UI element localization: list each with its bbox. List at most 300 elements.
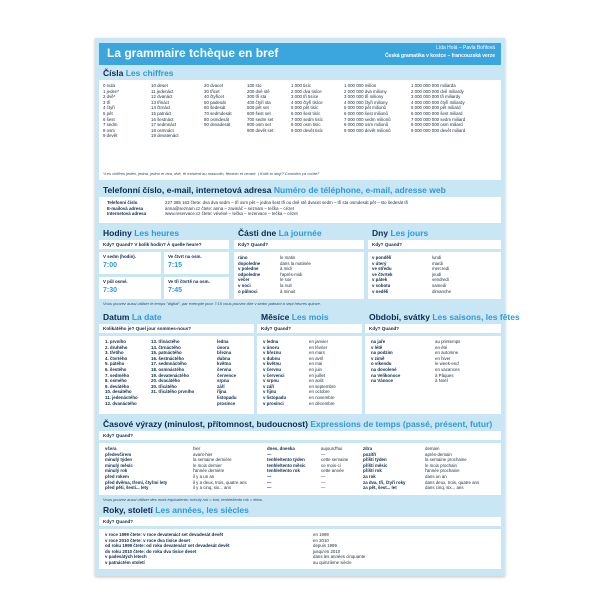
list-item: června (217, 366, 232, 372)
list-item: září (217, 383, 225, 389)
numbers-col-1 (103, 83, 119, 139)
list-item: — (321, 473, 326, 479)
list-item: l'année prochaine (425, 468, 460, 474)
list-item: v březnu (263, 350, 282, 356)
list-item: 300 tři sta (247, 94, 267, 100)
list-item: 18 osmnáct (151, 127, 174, 133)
date-question: Kolikátého je? Quel jour sommes-nous? (103, 326, 192, 331)
list-item: 70 sedmdesát (204, 110, 232, 116)
list-item: 8 000 000 000 osm miliard (411, 122, 463, 128)
list-item: 4. čtvrtého (105, 355, 128, 361)
list-item: 2 dvě* (103, 94, 116, 100)
list-item: jeudi (432, 271, 442, 277)
list-item: mercredi (432, 266, 450, 272)
list-item: en décembre (309, 400, 335, 406)
list-item: 700 sedm set (247, 116, 274, 122)
list-item: 80 osmdesát (204, 116, 230, 122)
list-item: v patnáctém století (105, 559, 145, 565)
list-item: tenhle/tento týden (267, 457, 305, 463)
list-item: 3 000 tři tisíce (291, 94, 319, 100)
list-item: srpna (217, 378, 229, 384)
list-item: à Noël (435, 378, 448, 384)
list-item: mardi (432, 260, 443, 266)
time-cell-3 (99, 277, 161, 299)
future-fr (425, 446, 479, 491)
time-value: 7:15 (168, 262, 183, 269)
list-item: 16 šestnáct (151, 116, 174, 122)
list-item: 30 třicet (204, 88, 220, 94)
seasons-box (365, 336, 501, 414)
dayparts-box (234, 252, 364, 299)
numbers-col-2 (151, 83, 179, 139)
section-title: Měsíce Les mois (261, 312, 329, 322)
time-expr-question-box (99, 431, 501, 440)
list-item: 8 000 000 osm milionů (344, 122, 389, 128)
list-item: en hiver (435, 355, 451, 361)
list-item: 10 deset (151, 83, 168, 88)
list-item: ve středu (372, 266, 392, 272)
future-cz (363, 446, 405, 491)
months-question-box (257, 324, 362, 333)
time-expr-question: Kdy? Quand? (103, 433, 134, 438)
list-item: 600 šest set (247, 110, 271, 116)
list-item: 4 000 000 čtyři miliony (344, 99, 388, 105)
list-item: 30. třicátého (151, 383, 177, 389)
list-item: na jaře (371, 339, 386, 344)
list-item: 200 dvě stě (247, 88, 270, 94)
list-item: v poledne (238, 266, 259, 272)
list-item: à minuit (280, 288, 296, 294)
section-casti-dne (238, 228, 322, 238)
days-question-box (368, 240, 501, 249)
list-item: l'année dernière (193, 468, 225, 474)
list-item: — (321, 479, 326, 485)
list-item: 9. devátého (105, 383, 130, 389)
list-item: la semaine prochaine (425, 457, 467, 463)
numbers-col-4 (247, 83, 273, 133)
list-item: v pondělí (372, 255, 392, 260)
list-item: tenhle/tento rok (267, 468, 300, 474)
list-item: en août (309, 378, 324, 384)
years-question-box (99, 517, 501, 526)
list-item: — (267, 451, 272, 457)
list-item: večer (238, 277, 250, 283)
list-item: 800 osm set (247, 122, 271, 128)
list-item: le mois dernier (193, 462, 222, 468)
numbers-col-3 (204, 83, 232, 128)
list-item: 2. druhého (105, 344, 128, 350)
list-item: 12 dvanáct (151, 94, 173, 100)
list-item: předevčírem (105, 451, 132, 457)
list-item: března (217, 350, 232, 356)
list-item: 13 třináct (151, 99, 170, 105)
days-box (368, 252, 501, 299)
list-item: 5 000 000 pět milionů (344, 105, 386, 111)
list-item: 7 000 sedm tisíc (291, 116, 323, 122)
months-fr (309, 339, 336, 406)
section-roky (103, 505, 249, 515)
list-item: příští měsíc (363, 462, 388, 468)
list-item: en février (309, 344, 328, 350)
list-item: v úterý (372, 260, 387, 266)
time-cell-2 (164, 252, 229, 274)
list-item: v létě (371, 344, 383, 350)
list-item: anna@seznam.cz čtete: anna – zavináč – seznam – tečka – cézet (165, 205, 294, 211)
list-item: 227 385 163 čtete: dva dva sedm – tři osm pět – jedna šest tři ou dvě stě dvacet sedm – tři sta osmdesát pět – sto šedesát tři (165, 200, 409, 205)
list-item: la nuit (280, 282, 292, 288)
book-title: Česká gramatika v kostce – francouzská verze (384, 53, 495, 59)
list-item: dopoledne (238, 260, 261, 266)
list-item: v dubnu (263, 355, 281, 361)
list-item: do roku 2010 čtete: do roku dva tisíce deset (105, 548, 197, 554)
list-item: 60 šedesát (204, 105, 226, 111)
list-item: 17. sedmnáctého (151, 361, 187, 367)
dayparts-question-box (234, 240, 364, 249)
list-item: — (321, 485, 326, 491)
list-item: 6 000 šest tisíc (291, 110, 321, 116)
list-item: 40 čtyřicet (204, 94, 225, 100)
list-item: v zimě (371, 355, 385, 361)
list-item: demain (425, 446, 440, 451)
list-item: E-mailová adresa (107, 205, 144, 211)
list-item: v padesátých letech (105, 554, 147, 560)
list-item: 1 000 000 000 miliarda (411, 83, 456, 88)
list-item: 9 devět (103, 133, 118, 139)
list-item: en 1999 (313, 532, 329, 537)
list-item: depuis 1999 (313, 543, 337, 549)
list-item: dnes, dneska (267, 446, 295, 451)
list-item: la semaine dernière (193, 457, 232, 463)
list-item: 6. šestého (105, 366, 127, 372)
list-item: 7 000 000 000 sedm miliard (411, 116, 466, 122)
list-item: 5 pět (103, 110, 113, 116)
list-item: října (217, 389, 227, 395)
list-item: 15 patnáct (151, 110, 172, 116)
section-title: Dny Les jours (372, 228, 429, 238)
list-item: ledna (217, 339, 229, 344)
list-item: 15. patnáctého (151, 350, 182, 356)
list-item: v lednu (263, 339, 279, 344)
list-item: — (267, 485, 272, 491)
list-item: 9 000 000 000 devět miliard (411, 127, 466, 133)
list-item: za pět, šest... let (363, 485, 397, 491)
list-item: před pěti, šesti... lety (105, 485, 149, 491)
seasons-question: Kdy? Quand? (369, 326, 400, 331)
time-label: V sedm (hodin). (103, 254, 136, 259)
time-cell-1 (99, 252, 161, 274)
list-item: en novembre (309, 394, 335, 400)
time-value: 7:00 (103, 262, 118, 269)
list-item: ce mois-ci (321, 462, 341, 468)
list-item: en avril (309, 355, 324, 361)
years-cz (105, 532, 229, 566)
list-item: prosince (217, 400, 236, 406)
section-title: Roky, století Les années, les siècles (103, 505, 249, 515)
list-item: en juillet (309, 372, 326, 378)
list-item: samedi (432, 282, 447, 288)
list-item: v květnu (263, 361, 281, 367)
list-item: minulý týden (105, 457, 133, 463)
list-item: dans la matinée (280, 260, 311, 266)
list-item: 5 000 000 000 pět miliard (411, 105, 461, 111)
list-item: 20. dvacátého (151, 378, 181, 384)
present-cz (267, 446, 306, 491)
list-item: 1 000 000 milion (344, 83, 377, 88)
list-item: 3 000 000 000 tři miliardy (411, 94, 461, 100)
list-item: 3 000 000 tři miliony (344, 94, 384, 100)
list-item: vendredi (432, 277, 449, 283)
list-item: en janvier (309, 339, 329, 344)
list-item: v červenci (263, 372, 285, 378)
list-item: cette année (321, 468, 344, 474)
list-item: na Velikonoce (371, 372, 401, 378)
years-box (99, 529, 501, 569)
list-item: en automne (435, 350, 459, 356)
list-item: před dvěma, třemi, čtyřmi lety (105, 479, 168, 485)
hours-note: Vous pouvez aussi utiliser le temps "digital", par exemple pour 7:15 vous pouvez dire v sedm patnáct à sept heures quinze. (103, 301, 321, 306)
list-item: 50 padesát (204, 99, 226, 105)
sheet-title: La grammaire tchèque en bref (107, 46, 279, 60)
list-item: 5 000 pět tisíc (291, 105, 319, 111)
list-item: au printemps (435, 339, 461, 344)
list-item: na Vánoce (371, 378, 393, 384)
list-item: v pátek (372, 277, 388, 283)
list-item: www.reservace.cz čtete: vévévé – tečka – rezervace – tečka – cézet (165, 211, 298, 217)
list-item: à midi (280, 266, 292, 272)
list-item: 4 000 000 000 čtyři miliardy (411, 99, 465, 105)
months-cz (263, 339, 286, 406)
list-item: 20 dvacet (204, 83, 224, 88)
list-item: 19 devatenáct (151, 133, 179, 139)
section-datum (103, 312, 162, 322)
section-cisla (103, 68, 173, 78)
list-item: 11. jedenáctého (105, 394, 138, 400)
list-item: v listopadu (263, 394, 287, 400)
list-item: 8 000 osm tisíc (291, 122, 321, 128)
list-item: hier (193, 446, 201, 451)
list-item: ve čtvrtek (372, 271, 393, 277)
list-item: příští týden (363, 457, 387, 463)
months-question: Kdy? Quand? (261, 326, 292, 331)
list-item: zítra (363, 446, 373, 451)
list-item: na dovolené (371, 366, 397, 372)
authors: Lída Holá – Pavla Bořilová (436, 45, 495, 51)
list-item: 7 sedm (103, 122, 118, 128)
date-box (99, 336, 254, 414)
list-item: en 2010 (313, 537, 329, 543)
list-item: 4 000 čtyři tisíce (291, 99, 323, 105)
list-item: v sobotu (372, 282, 391, 288)
section-title: Telefonní číslo, e-mail, internetová adresa Numéro de téléphone, e-mail, adresse web (103, 185, 446, 195)
list-item: le week-end (435, 361, 459, 367)
list-item: v červnu (263, 366, 282, 372)
section-title: Části dne La journée (238, 228, 322, 238)
list-item: 1 000 tisíc (291, 83, 312, 88)
dayparts-cz (238, 255, 260, 294)
list-item: v únoru (263, 344, 280, 350)
section-telefon (103, 185, 446, 195)
time-expr-note: Vous pouvez aussi utiliser des mots équivalents: minulý rok = loni, tenhle/tento rok = letos. (103, 497, 263, 502)
section-title: Čísla Les chiffres (103, 68, 174, 78)
date-col-3 (217, 339, 237, 406)
list-item: en juin (309, 366, 322, 372)
list-item: tenhle/tento měsíc (267, 462, 306, 468)
list-item: 1 jeden* (103, 88, 120, 94)
days-cz (372, 255, 393, 294)
dayparts-question: Kdy? Quand? (238, 242, 269, 247)
list-item: 2 000 000 000 dvě miliardy (411, 88, 464, 94)
list-item: 8 osm (103, 127, 115, 133)
list-item: 19. devatenáctého (151, 372, 190, 378)
list-item: il y a cinq, six... ans (193, 485, 232, 491)
list-item: en mai (309, 361, 323, 367)
list-item: en mars (309, 350, 325, 356)
section-casove (103, 419, 492, 429)
list-item: Telefonní číslo (107, 200, 138, 205)
list-item: v říjnu (263, 389, 277, 395)
list-item: 1. prvního (105, 339, 126, 344)
list-item: en été (435, 344, 448, 350)
list-item: v roce 1999 čtete: v roce devatenáct set devadesát devět (105, 532, 224, 537)
contact-values (165, 200, 408, 217)
time-label: V půl osmé. (103, 279, 128, 284)
list-item: příští rok (363, 468, 382, 474)
contact-labels (107, 200, 146, 217)
list-item: 6 000 000 šest milionů (344, 110, 388, 116)
years-fr (313, 532, 365, 566)
section-dny (372, 228, 428, 238)
list-item: za rok (363, 473, 376, 479)
time-cell-4 (164, 277, 229, 299)
list-item: 10. desátého (105, 389, 132, 395)
list-item: února (217, 344, 230, 350)
list-item: minulý rok (105, 468, 128, 474)
numbers-col-7 (411, 83, 465, 133)
contact-box (99, 197, 501, 223)
list-item: aujourd'hui (321, 446, 343, 451)
list-item: 9 000 devět tisíc (291, 127, 323, 133)
list-item: v srpnu (263, 378, 279, 384)
list-item: o víkendu (371, 361, 392, 367)
list-item: v neděli (372, 288, 389, 294)
list-item: o půlnoci (238, 288, 258, 294)
hours-question: Kdy? Quand? V kolik hodin? À quelle heure? (103, 242, 202, 247)
list-item: v roce 2010 čtete: v roce dva tisíce deset (105, 537, 190, 543)
list-item: minulý měsíc (105, 462, 133, 468)
list-item: na podzim (371, 350, 393, 356)
date-col-1 (105, 339, 138, 406)
list-item: le matin (280, 255, 296, 260)
time-value: 7:45 (168, 287, 183, 294)
list-item: před rokem (105, 473, 129, 479)
list-item: cette semaine (321, 457, 349, 463)
list-item: listopadu (217, 394, 237, 400)
list-item: il y a deux, trois, quatre ans (193, 479, 247, 485)
list-item: à Pâques (435, 372, 454, 378)
list-item: v prosinci (263, 400, 284, 406)
time-value: 7:30 (103, 287, 118, 294)
seasons-question-box (365, 324, 501, 333)
list-item: 5. pátého (105, 361, 125, 367)
days-fr (432, 255, 451, 294)
list-item: 900 devět set (247, 127, 274, 133)
list-item: en vacances (435, 366, 460, 372)
section-title: Hodiny Les heures (103, 228, 180, 238)
date-question-box (99, 324, 254, 333)
months-box (257, 336, 362, 414)
list-item: 6 šest (103, 116, 115, 122)
list-item: 14. čtrnáctého (151, 344, 181, 350)
list-item: avant-hier (193, 451, 213, 457)
list-item: 18. osmnáctého (151, 366, 185, 372)
list-item: en octobre (309, 389, 330, 395)
list-item: 4 čtyři (103, 105, 115, 111)
list-item: v září (263, 383, 275, 389)
years-question: Kdy? Quand? (103, 519, 134, 524)
list-item: května (217, 361, 231, 367)
sheet-header (99, 43, 501, 65)
section-obdobi (369, 312, 520, 322)
list-item: Internetová adresa (107, 211, 147, 217)
seasons-fr (435, 339, 460, 384)
list-item: 8. osmého (105, 378, 127, 384)
list-item: 3 tři (103, 99, 111, 105)
list-item: lundi (432, 255, 442, 260)
list-item: dubna (217, 355, 231, 361)
section-hodiny (103, 228, 179, 238)
list-item: jusqu'en 2010 (313, 548, 341, 554)
list-item: au quinzième siècle (313, 559, 352, 565)
list-item: le mois prochain (425, 462, 457, 468)
list-item: 3. třetího (105, 350, 124, 356)
present-fr (321, 446, 348, 491)
numbers-box (99, 80, 501, 180)
hours-question-box (99, 240, 229, 249)
list-item: — (267, 473, 272, 479)
list-item: dans les années cinquante (313, 554, 366, 560)
list-item: 7. sedmého (105, 372, 130, 378)
grammar-sheet (95, 38, 520, 576)
days-question: Kdy? Quand? (372, 242, 403, 247)
list-item: dans deux, trois, quatre ans (425, 479, 480, 485)
list-item: 9 000 000 devět milionů (344, 127, 391, 133)
list-item: dimanche (432, 288, 452, 294)
list-item: 14 čtrnáct (151, 105, 171, 111)
list-item: 12. dvanáctého (105, 400, 137, 406)
time-label: Ve tři čtvrtě na osm. (168, 279, 210, 284)
numbers-col-5 (291, 83, 323, 133)
list-item: za dva, tři, čtyři roky (363, 479, 406, 485)
section-mesice (261, 312, 329, 322)
list-item: 13. třináctého (151, 339, 180, 344)
list-item: dans cinq, six... ans (425, 485, 464, 491)
list-item: 2 000 dva tisíce (291, 88, 322, 94)
date-col-2 (151, 339, 194, 395)
list-item: 16. šestnáctého (151, 355, 184, 361)
list-item: od roku 1999 čtete: od roku devatenáct set devadesát devět (105, 543, 230, 549)
list-item: 500 pět set (247, 105, 269, 111)
numbers-col-6 (344, 83, 391, 133)
list-item: en septembre (309, 383, 336, 389)
time-expr-box (99, 443, 501, 495)
list-item: v noci (238, 282, 251, 288)
seasons-cz (371, 339, 400, 384)
list-item: 2 000 000 dva miliony (344, 88, 387, 94)
time-label: Ve čtvrt na osm. (168, 254, 202, 259)
list-item: 11 jedenáct (151, 88, 174, 94)
list-item: 6 000 000 000 šest miliard (411, 110, 463, 116)
list-item: il y a un an (193, 473, 215, 479)
